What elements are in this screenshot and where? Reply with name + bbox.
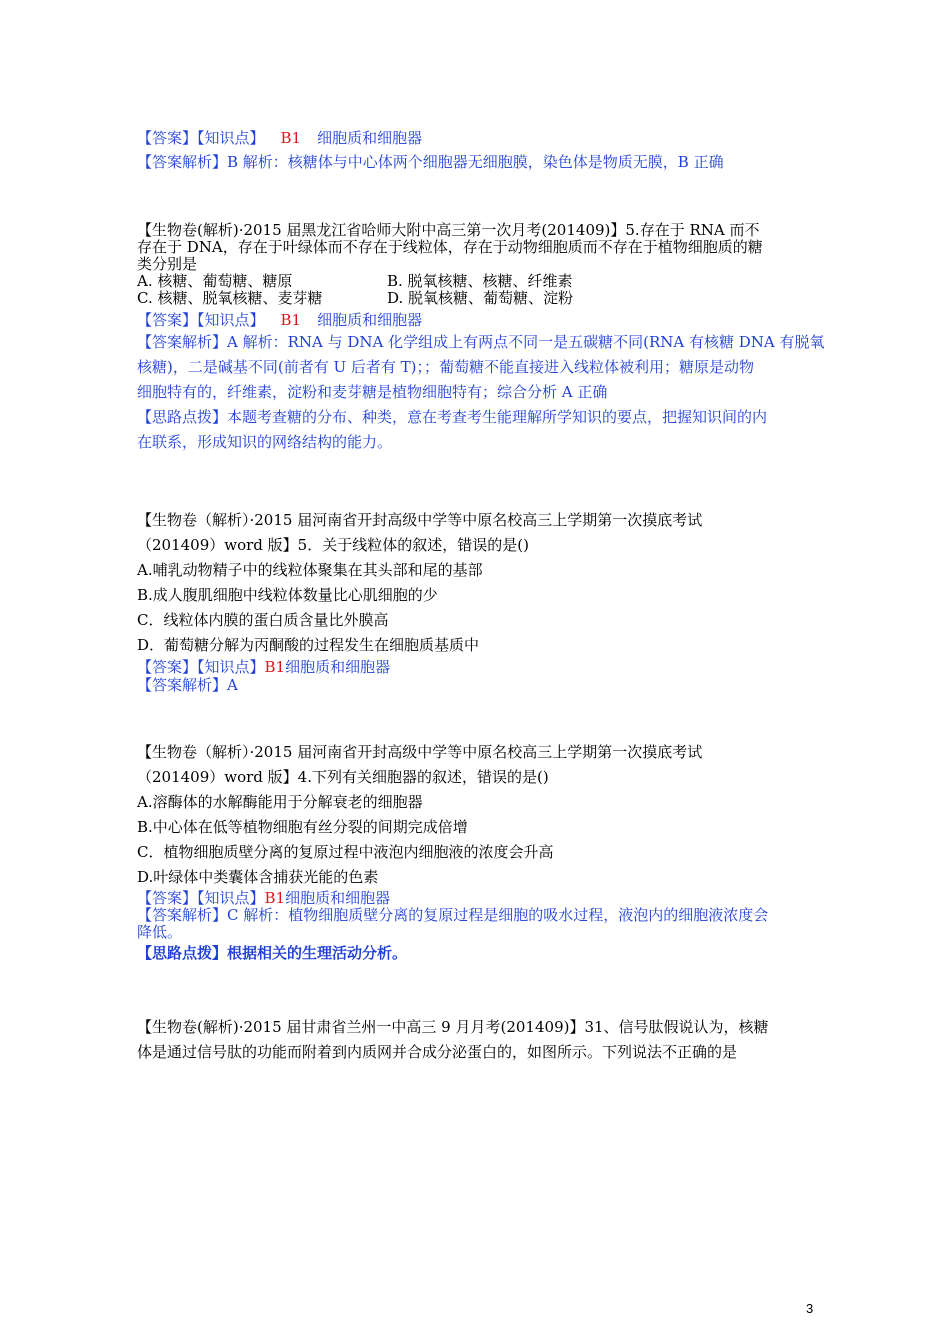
question-stem-line: 类分别是 (137, 255, 198, 273)
answer-analysis: 【答案解析】A (137, 676, 238, 694)
answer-analysis: 降低。 (137, 923, 183, 941)
option-row (137, 273, 817, 290)
question-3 (137, 508, 817, 694)
knowledge-code: B1 (264, 658, 286, 676)
answer-line: 【答案】【知识点】B1细胞质和细胞器 (137, 889, 391, 907)
option: C．线粒体内膜的蛋白质含量比外膜高 (137, 611, 389, 629)
answer-line: 【答案】【知识点】B1细胞质和细胞器 (137, 658, 391, 676)
answer-analysis: 【答案解析】B 解析：核糖体与中心体两个细胞器无细胞膜，染色体是物质无膜，B 正确 (137, 153, 724, 171)
question-stem-line: 【生物卷(解析)·2015 届黑龙江省哈师大附中高三第一次月考(201409)】5.存在于 RNA 而不 (137, 221, 760, 239)
option: B. 脱氧核糖、核糖、纤维素 (387, 272, 573, 290)
question-2 (137, 221, 825, 455)
knowledge-code: B1 (280, 129, 302, 147)
question-1-answer (137, 128, 817, 172)
option: B.中心体在低等植物细胞有丝分裂的间期完成倍增 (137, 818, 468, 836)
option: A.哺乳动物精子中的线粒体聚集在其头部和尾的基部 (137, 561, 483, 579)
option: D．葡萄糖分解为丙酮酸的过程发生在细胞质基质中 (137, 636, 480, 654)
question-4 (137, 740, 817, 965)
question-5 (137, 1015, 817, 1065)
option: D.叶绿体中类囊体含捕获光能的色素 (137, 868, 379, 886)
answer-analysis: 【答案解析】A 解析：RNA 与 DNA 化学组成上有两点不同一是五碳糖不同(RNA 有核糖 DNA 有脱氧 (137, 333, 825, 351)
question-stem-line: 【生物卷（解析）·2015 届河南省开封高级中学等中原名校高三上学期第一次摸底考试 (137, 511, 703, 529)
question-stem-line: （201409）word 版】5．关于线粒体的叙述，错误的是() (137, 536, 529, 554)
option: A.溶酶体的水解酶能用于分解衰老的细胞器 (137, 793, 423, 811)
option: D. 脱氧核糖、葡萄糖、淀粉 (387, 289, 574, 307)
knowledge-code: B1 (280, 311, 302, 329)
question-stem-line: 【生物卷（解析）·2015 届河南省开封高级中学等中原名校高三上学期第一次摸底考试 (137, 743, 703, 761)
question-stem-line: 【生物卷(解析)·2015 届甘肃省兰州一中高三 9 月月考(201409)】31、信号肽假说认为，核糖 (137, 1018, 769, 1036)
option: A. 核糖、葡萄糖、糖原 (137, 272, 293, 290)
option: C. 核糖、脱氧核糖、麦芽糖 (137, 289, 323, 307)
answer-line: 【答案】【知识点】 B1 细胞质和细胞器 (137, 129, 423, 147)
answer-analysis: 核糖)，二是碱基不同(前者有 U 后者有 T)；；葡萄糖不能直接进入线粒体被利用；糖原是动物 (137, 358, 755, 376)
answer-line: 【答案】【知识点】 B1 细胞质和细胞器 (137, 311, 423, 329)
tips: 在联系，形成知识的网络结构的能力。 (137, 433, 393, 451)
option-row (137, 290, 817, 307)
option: C．植物细胞质壁分离的复原过程中液泡内细胞液的浓度会升高 (137, 843, 554, 861)
tips: 【思路点拨】根据相关的生理活动分析。 (137, 944, 408, 962)
question-stem-line: （201409）word 版】4.下列有关细胞器的叙述，错误的是() (137, 768, 549, 786)
answer-analysis: 细胞特有的，纤维素，淀粉和麦芽糖是植物细胞特有；综合分析 A 正确 (137, 383, 608, 401)
tips: 【思路点拨】本题考查糖的分布、种类，意在考查考生能理解所学知识的要点，把握知识间的内 (137, 408, 768, 426)
question-stem-line: 存在于 DNA，存在于叶绿体而不存在于线粒体，存在于动物细胞质而不存在于植物细胞质的糖 (137, 238, 763, 256)
option: B.成人腹肌细胞中线粒体数量比心肌细胞的少 (137, 586, 438, 604)
question-stem-line: 体是通过信号肽的功能而附着到内质网并合成分泌蛋白的，如图所示。下列说法不正确的是 (137, 1043, 738, 1061)
knowledge-code: B1 (264, 889, 286, 907)
page-number: 3 (806, 1301, 814, 1316)
answer-analysis: 【答案解析】C 解析：植物细胞质壁分离的复原过程是细胞的吸水过程，液泡内的细胞液浓度会 (137, 906, 769, 924)
